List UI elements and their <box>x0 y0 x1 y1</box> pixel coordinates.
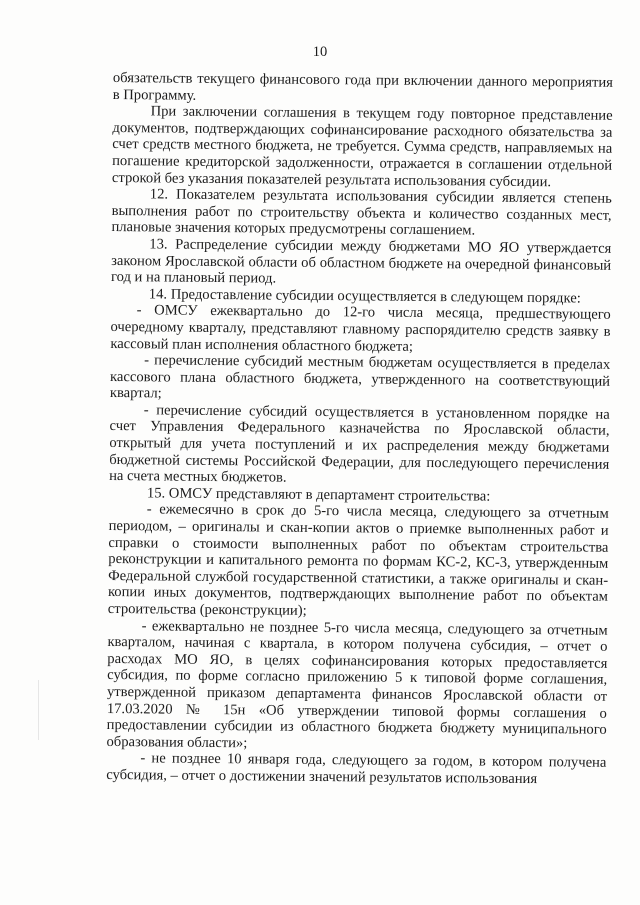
document-body <box>106 70 613 788</box>
list-item: - перечисление субсидий местным бюджетам осуществляется в пределах кассового плана областного бюджета, утвержденного на соответствующий квартал; <box>109 352 611 402</box>
paragraph: 12. Показателем результата использования субсидии является степень выполнения работ по строительству объекта и количество созданных мест, плановые значения которых предусмотрены соглашением. <box>111 186 612 239</box>
list-item: - ежеквартально не позднее 5-го числа месяца, следующего за отчетным кварталом, начиная с квартала, в котором получена субсидия, – отчет о расходах МО ЯО, в целях софинансирования которых предоставляется субсидия, по форме согласно приложению 5 к типовой форме соглашения, утвержденной приказом департамента финансов Ярославской области от 17.03.2020 № 15н «Об утверждении типовой формы соглашения о предоставлении субсидии из областного бюджета бюджету муниципального образования области»; <box>106 617 608 752</box>
page-number: 10 <box>312 44 328 60</box>
list-item: - не позднее 10 января года, следующего за годом, в котором получена субсидия, – отчет о достижении значений результатов использования <box>106 750 607 788</box>
paragraph: 13. Распределение субсидии между бюджетами МО ЯО утверждается законом Ярославской области об областном бюджете на очередной финансовый год и на плановый период. <box>110 236 612 287</box>
paragraph: 14. Предоставление субсидии осуществляется в следующем порядке: <box>148 286 581 307</box>
list-item: - перечисление субсидий осуществляется в установленном порядке на счет Управления Федерального казначейства по Ярославской области, открытый для учета поступлений и их распределения между бюджетами бюджетной системы Российской Федерации, для последующего перечисления на счета местных бюджетов. <box>109 402 610 486</box>
paragraph: При заключении соглашения в текущем году повторное представление документов, подтверждающих софинансирование расходного обязательства за счет средств местного бюджета, не требуется. Сумма средств, направляемых на погашение кредиторской задолженности, отражается в соглашении отдельной строкой без указания показателей результата использования субсидии. <box>111 103 613 190</box>
list-item: - ежемесячно в срок до 5-го числа месяца, следующего за отчетным периодом, – оригиналы и скан-копии актов о приемке выполненных работ и справки о стоимости выполненных работ по объектам строительства реконструкции и капитального ремонта по формам КС-2, КС-3, утвержденным Федеральной службой государственной статистики, а также оригиналы и скан-копии иных документов, подтверждающих выполнение работ по объектам строительства (реконструкции); <box>107 501 609 619</box>
scan-artifact <box>38 680 39 740</box>
paragraph: обязательств текущего финансового года при включении данного мероприятия в Программу. <box>112 70 613 104</box>
paragraph: 15. ОМСУ представляют в департамент строительства: <box>146 485 491 505</box>
list-item: - ОМСУ ежеквартально до 12-го числа месяца, предшествующего очередному кварталу, представляют главному распорядителю средств заявку в кассовый план исполнения областного бюджета; <box>110 302 611 355</box>
